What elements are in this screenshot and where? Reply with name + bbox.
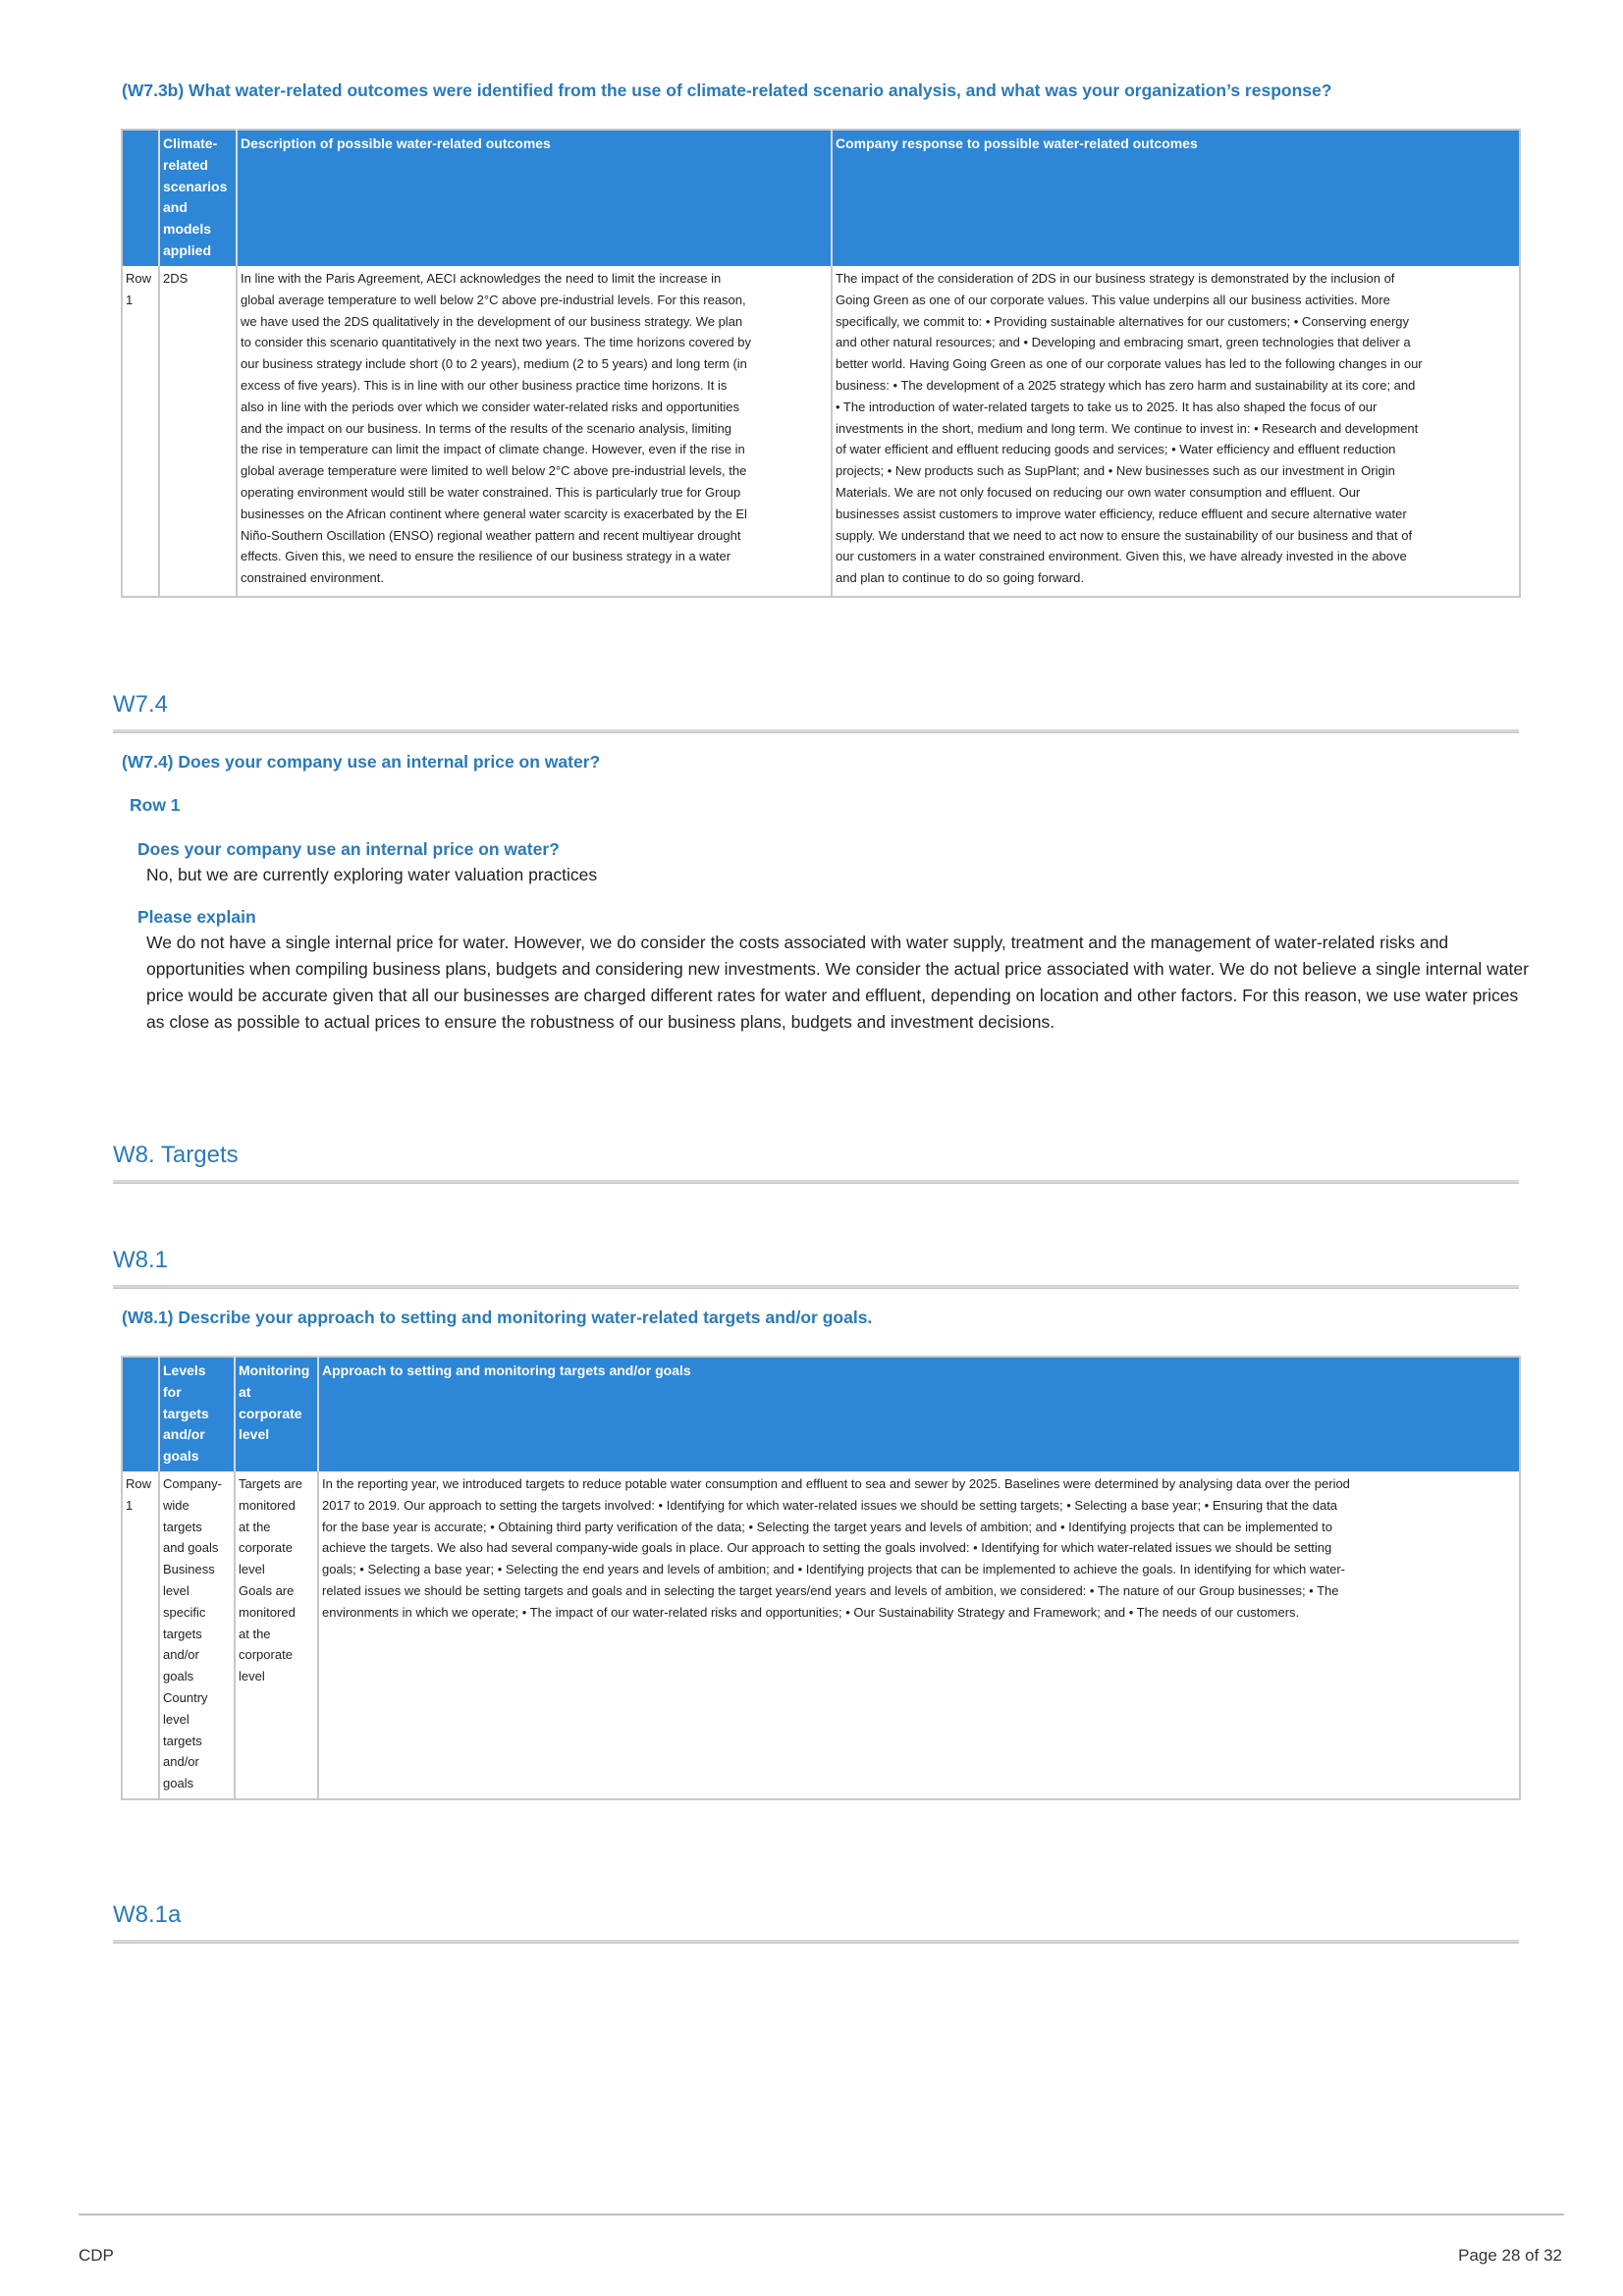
section-title-w7-4: W7.4	[113, 691, 169, 718]
targets-approach-table	[121, 1356, 1521, 1800]
header-response: Company response to possible water-related outcomes	[832, 130, 1520, 266]
question-w8-1: (W8.1) Describe your approach to setting and monitoring water-related targets and/or goals.	[122, 1308, 873, 1327]
header-scenarios: Climate- related scenarios and models applied	[159, 130, 237, 266]
row-heading: Row 1	[130, 795, 181, 815]
header-levels: Levels for targets and/or goals	[159, 1357, 235, 1471]
field-value-please-explain: We do not have a single internal price for water. However, we do consider the costs associated with water supply, treatment and the management of water-related risks and opportunities when compiling business plans, budgets and considering new investments. We consider the actual price associated with water. We do not believe a single internal water price would be accurate given that all our businesses are charged different rates for water and effluent, depending on location and other factors. For this reason, we use water prices as close as possible to actual prices to ensure the robustness of our business plans, budgets and investment decisions.	[146, 933, 1529, 1032]
levels-cell: Company- wide targets and goals Business level specific targets and/or goals Country level targets and/or goals	[159, 1471, 235, 1799]
header-blank	[122, 1357, 159, 1471]
header-approach: Approach to setting and monitoring targets and/or goals	[318, 1357, 1520, 1471]
row-label: Row 1	[126, 271, 152, 307]
footer-brand: CDP	[79, 2246, 114, 2265]
header-monitoring: Monitoring at corporate level	[235, 1357, 318, 1471]
field-label-internal-price: Does your company use an internal price on water?	[137, 839, 560, 859]
footer-divider	[79, 2214, 1564, 2216]
section-divider	[113, 1285, 1519, 1289]
field-label-please-explain: Please explain	[137, 907, 256, 927]
row-label: Row 1	[126, 1476, 152, 1513]
outcomes-cell: In line with the Paris Agreement, AECI acknowledges the need to limit the increase in global average temperature to well below 2°C above pre-industrial levels. For this reason, we have used the 2DS qualitatively in the development of our business strategy. We plan to consider this scenario quantitatively in the next two years. The time horizons covered by our business strategy include short (0 to 2 years), medium (2 to 5 years) and long term (in excess of five years). This is in line with our other business practice time horizons. It is also in line with the periods over which we consider water-related risks and opportunities and the impact on our business. In terms of the results of the scenario analysis, limiting the rise in temperature can limit the impact of climate change. However, even if the rise in global average temperature were limited to well below 2°C above pre-industrial levels, the operating environment would still be water constrained. This is particularly true for Group businesses on the African continent where general water scarcity is exacerbated by the El Niño-Southern Oscillation (ENSO) regional weather pattern and recent multiyear drought effects. Given this, we need to ensure the resilience of our business strategy in a water constrained environment.	[237, 266, 832, 597]
scenario-cell: 2DS	[159, 266, 237, 597]
section-divider	[113, 1940, 1519, 1944]
response-cell: The impact of the consideration of 2DS in our business strategy is demonstrated by the inclusion of Going Green as one of our corporate values. This value underpins all our business activities. More specifically, we commit to: • Providing sustainable alternatives for our customers; • Conserving energy and other natural resources; and • Developing and embracing smart, green technologies that deliver a better world. Having Going Green as one of our corporate values has led to the following changes in our business: • The development of a 2025 strategy which has zero harm and sustainability at its core; and • The introduction of water-related targets to take us to 2025. It has also shaped the focus of our investments in the short, medium and long term. We continue to invest in: • Research and development of water efficient and effluent reducing goods and services; • Water efficiency and effluent reduction projects; • New products such as SupPlant; and • New businesses such as our investment in Origin Materials. We are not only focused on reducing our own water consumption and effluent. Our businesses assist customers to improve water efficiency, reduce effluent and secure alternative water supply. We understand that we need to act now to ensure the sustainability of our business and that of our customers in a water constrained environment. Given this, we have already invested in the above and plan to continue to do so going forward.	[832, 266, 1520, 597]
page-number: Page 28 of 32	[1458, 2246, 1562, 2265]
monitoring-cell: Targets are monitored at the corporate level Goals are monitored at the corporate level	[235, 1471, 318, 1799]
section-title-w8-1a: W8.1a	[113, 1901, 182, 1928]
header-outcomes: Description of possible water-related outcomes	[237, 130, 832, 266]
table-header-row	[122, 1357, 1520, 1471]
table-row	[122, 266, 1520, 597]
question-w7-3b: (W7.3b) What water-related outcomes were identified from the use of climate-related scenario analysis, and what was your organization’s response?	[122, 80, 1332, 100]
section-title-w8-1: W8.1	[113, 1247, 169, 1273]
table-header-row	[122, 130, 1520, 266]
header-blank	[122, 130, 159, 266]
field-value-internal-price: No, but we are currently exploring water valuation practices	[146, 865, 598, 884]
scenario-outcomes-table	[121, 129, 1521, 598]
table-row	[122, 1471, 1520, 1799]
approach-cell: In the reporting year, we introduced targets to reduce potable water consumption and effluent to sea and sewer by 2025. Baselines were determined by analysing data over the period 2017 to 2019. Our approach to setting the targets involved: • Identifying for which water-related issues we should be setting targets; • Selecting a base year; • Ensuring that the data for the base year is accurate; • Obtaining third party verification of the data; • Selecting the target years and levels of ambition; and • Identifying projects that can be implemented to achieve the targets. We also had several company-wide goals in place. Our approach to setting the goals involved: • Identifying for which water-related issues we should be setting goals; • Selecting a base year; • Selecting the end years and levels of ambition; and • Identifying projects that can be implemented to achieve the goals. In identifying for which water- related issues we should be setting targets and goals and in selecting the target years/end years and levels of ambition, we considered: • The nature of our Group businesses; • The environments in which we operate; • The impact of our water-related risks and opportunities; • Our Sustainability Strategy and Framework; and • The needs of our customers.	[318, 1471, 1520, 1799]
section-divider	[113, 729, 1519, 733]
section-divider	[113, 1180, 1519, 1184]
question-w7-4: (W7.4) Does your company use an internal price on water?	[122, 752, 601, 772]
section-title-w8: W8. Targets	[113, 1142, 239, 1168]
